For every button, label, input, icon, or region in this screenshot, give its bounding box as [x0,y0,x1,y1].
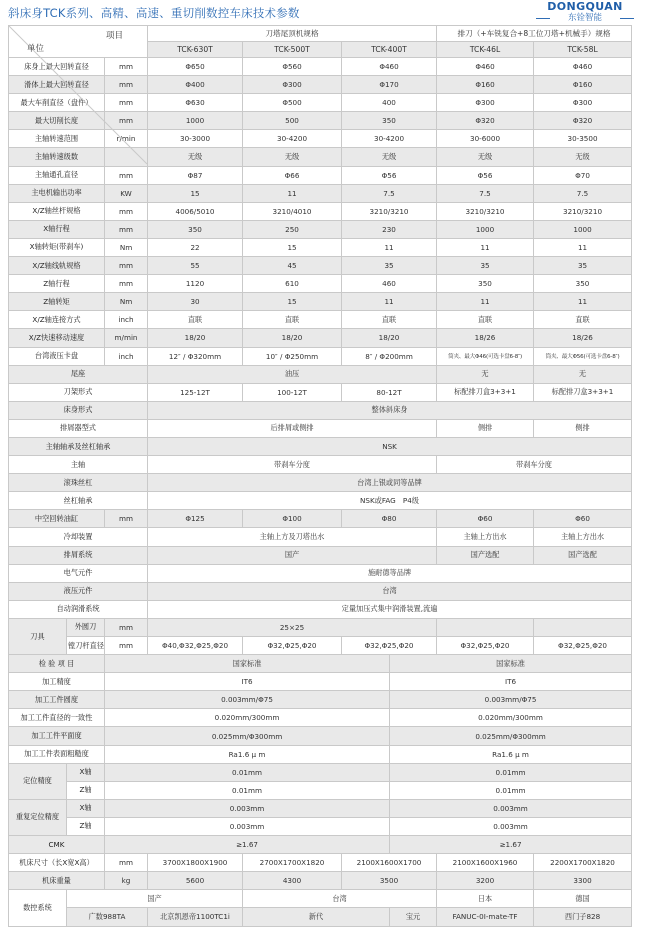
cell: Φ400 [148,76,243,94]
row-label: X轴转矩(带刹车) [9,238,105,256]
row-unit: mm [105,618,148,636]
row-unit: m/min [105,329,148,347]
table-row [9,546,632,564]
cell: Φ560 [243,58,342,76]
cell: 30 [148,293,243,311]
row-label: 主轴轴承及丝杠轴承 [9,437,148,455]
model-header: TCK-630T [148,42,243,58]
table-row [9,745,632,763]
cell: 直联 [243,311,342,329]
cell: 整体斜床身 [148,401,632,419]
cell: Φ32,Φ25,Φ20 [437,637,534,655]
cell: 侧排 [534,419,632,437]
cell: 350 [148,220,243,238]
cell: Φ100 [243,510,342,528]
table-row [9,727,632,745]
table-row [9,257,632,275]
cell: Φ300 [534,94,632,112]
table-row [9,329,632,347]
cell: 0.020mm/300mm [105,709,390,727]
cell: Φ320 [437,112,534,130]
cell: 35 [534,257,632,275]
cell: 3300 [534,872,632,890]
cell: 2200X1700X1820 [534,854,632,872]
cell: 18/20 [148,329,243,347]
cell: 2100X1600X1960 [437,854,534,872]
cell: 230 [342,220,437,238]
cell: 1000 [148,112,243,130]
row-unit: mm [105,76,148,94]
cnc-system: 新代 [243,908,390,926]
cell: 无级 [437,148,534,166]
cell: 125-12T [148,383,243,401]
table-row [9,836,632,854]
table-row [9,709,632,727]
row-unit: mm [105,637,148,655]
cell: Φ56 [437,166,534,184]
cell: Φ70 [534,166,632,184]
row-label: 床身上最大回转直径 [9,58,105,76]
row-label: 中空回转油缸 [9,510,105,528]
cell [534,618,632,636]
page-header [0,0,648,26]
row-label: 尾座 [9,365,148,383]
cell: 460 [342,275,437,293]
cell: 国家标准 [105,655,390,673]
cell: Φ60 [437,510,534,528]
cell: 1120 [148,275,243,293]
cell: 3200 [437,872,534,890]
cell: 直联 [437,311,534,329]
cell: 0.003mm [105,817,390,835]
table-row [9,673,632,691]
table-row [9,293,632,311]
table-header-row [9,26,632,42]
cell: 2100X1600X1700 [342,854,437,872]
corner-unit-label: 单位 [27,44,45,54]
cell: 定量加压式集中润滑装置,流遍 [148,600,632,618]
table-row [9,492,632,510]
cell: IT6 [105,673,390,691]
table-row [9,582,632,600]
cell: 7.5 [437,184,534,202]
cell: 18/26 [534,329,632,347]
cell: Φ32,Φ25,Φ20 [342,637,437,655]
cell: 610 [243,275,342,293]
row-label: 加工精度 [9,673,105,691]
cell: 3500 [342,872,437,890]
row-label: X/Z轴丝杆规格 [9,202,105,220]
row-label: 丝杠轴承 [9,492,148,510]
cell: Φ320 [534,112,632,130]
row-label: 液压元件 [9,582,148,600]
cell: 0.003mm [105,799,390,817]
row-label: 检 验 项 目 [9,655,105,673]
cell: 4300 [243,872,342,890]
cell: ≥1.67 [390,836,632,854]
row-label: 滚珠丝杠 [9,474,148,492]
row-label: 主电机输出功率 [9,184,105,202]
cell: Φ460 [342,58,437,76]
cell: 500 [243,112,342,130]
cell: 80-12T [342,383,437,401]
row-label: 机床尺寸（长X宽X高） [9,854,105,872]
cell: 3210/3210 [342,202,437,220]
row-unit: mm [105,275,148,293]
row-unit: mm [105,166,148,184]
cell: 主轴上方出水 [534,528,632,546]
row-unit: inch [105,311,148,329]
cell: 400 [342,94,437,112]
cell: Φ650 [148,58,243,76]
cell: 11 [437,238,534,256]
row-label: X/Z轴线轨规格 [9,257,105,275]
table-row [9,202,632,220]
table-row [9,383,632,401]
cell: Ra1.6 μ m [105,745,390,763]
row-label: X/Z快速移动速度 [9,329,105,347]
row-label: Z轴转矩 [9,293,105,311]
cell: 18/26 [437,329,534,347]
cell: Φ87 [148,166,243,184]
cell: 30-4200 [342,130,437,148]
row-unit: mm [105,510,148,528]
cell: 18/20 [342,329,437,347]
table-row [9,637,632,655]
cell: 1000 [437,220,534,238]
cell: 350 [437,275,534,293]
cell: 3210/3210 [437,202,534,220]
table-row [9,763,632,781]
model-header: TCK-46L [437,42,534,58]
table-row [9,456,632,474]
cnc-system: 宝元 [390,908,437,926]
axis-label: Z轴 [67,781,105,799]
cell: 施耐德等品牌 [148,564,632,582]
cell: 11 [534,293,632,311]
cell: 11 [342,293,437,311]
table-row [9,365,632,383]
cell: 后排屑或侧排 [148,419,437,437]
row-unit: mm [105,257,148,275]
brand-line-right [620,18,634,19]
cell: Φ300 [437,94,534,112]
cell: Φ125 [148,510,243,528]
cell: 22 [148,238,243,256]
cell: Φ56 [342,166,437,184]
cell: 0.003mm/Φ75 [105,691,390,709]
cell: 2700X1700X1820 [243,854,342,872]
row-label: 主轴 [9,456,148,474]
row-label: 排屑系统 [9,546,148,564]
row-label: 排屑器型式 [9,419,148,437]
cell: 35 [437,257,534,275]
table-row [9,184,632,202]
cell: 250 [243,220,342,238]
row-unit: Nm [105,238,148,256]
cell: Φ66 [243,166,342,184]
cell: 7.5 [534,184,632,202]
table-row [9,474,632,492]
cell: 25×25 [148,618,437,636]
table-row [9,275,632,293]
row-label: 加工工件圆度 [9,691,105,709]
table-row [9,854,632,872]
axis-label: Z轴 [67,817,105,835]
cell: 0.003mm/Φ75 [390,691,632,709]
cell: 无 [437,365,534,383]
row-unit: mm [105,854,148,872]
row-unit: kg [105,872,148,890]
corner-item-label: 项目 [106,31,124,41]
row-label: 滑体上最大回转直径 [9,76,105,94]
table-row [9,528,632,546]
cell: 45 [243,257,342,275]
row-label: 加工工件直径的一致性 [9,709,105,727]
cell: Φ630 [148,94,243,112]
axis-label: X轴 [67,763,105,781]
cell: 0.020mm/300mm [390,709,632,727]
cell: 国产 [148,546,437,564]
group-turret-header: 刀塔尾顶机规格 [148,26,437,42]
cell: NSK [148,437,632,455]
cell: 筒夹、最大Φ56(可选卡盘6-8″) [534,347,632,365]
cell: 无级 [243,148,342,166]
cell: 标配排刀盒3+3+1 [534,383,632,401]
cell: 5600 [148,872,243,890]
cell: 侧排 [437,419,534,437]
cell: 11 [342,238,437,256]
table-row [9,781,632,799]
row-unit: KW [105,184,148,202]
cell: 8″ / Φ200mm [342,347,437,365]
row-label: Z轴行程 [9,275,105,293]
cnc-region: 日本 [437,890,534,908]
cell: 油压 [148,365,437,383]
cell: NSK或FAG P4级 [148,492,632,510]
sub-label: 镗刀杆直径 [67,637,105,655]
cnc-region: 德国 [534,890,632,908]
row-label: X轴行程 [9,220,105,238]
cell: 无 [534,365,632,383]
cell: 1000 [534,220,632,238]
table-row [9,890,632,908]
cell: 无级 [534,148,632,166]
cell: 0.003mm [390,817,632,835]
cnc-system: 西门子828 [534,908,632,926]
row-label: 刀具 [9,618,67,654]
row-unit: mm [105,58,148,76]
row-label: 刀架形式 [9,383,148,401]
model-header: TCK-400T [342,42,437,58]
cell: 直联 [534,311,632,329]
row-label: 冷却装置 [9,528,148,546]
table-row [9,872,632,890]
cell: 18/20 [243,329,342,347]
cell: Φ500 [243,94,342,112]
cell: Φ160 [534,76,632,94]
cell: 30-3000 [148,130,243,148]
cell: 7.5 [342,184,437,202]
cell: 主轴上方及刀塔出水 [148,528,437,546]
cell: ≥1.67 [105,836,390,854]
table-row [9,347,632,365]
cell: Φ80 [342,510,437,528]
row-label: X/Z轴连接方式 [9,311,105,329]
cell: 3210/4010 [243,202,342,220]
table-row [9,437,632,455]
row-label: 床身形式 [9,401,148,419]
cell: 主轴上方出水 [437,528,534,546]
cell: 11 [437,293,534,311]
cell: 350 [534,275,632,293]
table-row [9,238,632,256]
cell: 0.01mm [390,781,632,799]
cnc-region: 国产 [67,890,243,908]
cell: 350 [342,112,437,130]
cell: IT6 [390,673,632,691]
page-title: 斜床身TCK系列、高精、高速、重切削数控车床技术参数 [8,6,300,20]
table-row [9,419,632,437]
cell: Φ40,Φ32,Φ25,Φ20 [148,637,243,655]
table-row [9,510,632,528]
row-label: 台湾液压卡盘 [9,347,105,365]
row-label: 数控系统 [9,890,67,926]
row-label: 定位精度 [9,763,67,799]
brand-logo [530,1,640,24]
row-label: CMK [9,836,105,854]
table-row [9,655,632,673]
row-label: 机床重量 [9,872,105,890]
row-label: 电气元件 [9,564,148,582]
row-label: 加工工件平面度 [9,727,105,745]
cell: Φ32,Φ25,Φ20 [243,637,342,655]
cell: 0.01mm [105,763,390,781]
cell: Φ60 [534,510,632,528]
cell: Φ32,Φ25,Φ20 [534,637,632,655]
cell: 0.025mm/Φ300mm [390,727,632,745]
cell: 0.025mm/Φ300mm [105,727,390,745]
cell: 直联 [148,311,243,329]
table-row [9,564,632,582]
cell: 0.01mm [390,763,632,781]
row-label: 主轴转速范围 [9,130,105,148]
model-header: TCK-500T [243,42,342,58]
table-row [9,799,632,817]
cell: 无级 [148,148,243,166]
row-label: 自动润滑系统 [9,600,148,618]
cell: 带刹车分度 [437,456,632,474]
cell [437,618,534,636]
row-unit: r/min [105,130,148,148]
row-label: 最大切削长度 [9,112,105,130]
cell: Φ300 [243,76,342,94]
cell: 0.003mm [390,799,632,817]
group-gang-header: 排刀（+车铣复合+8工位刀塔+机械手）规格 [437,26,632,42]
cell: 15 [243,293,342,311]
table-row [9,166,632,184]
row-label: 主轴通孔直径 [9,166,105,184]
cell: 15 [243,238,342,256]
row-unit: Nm [105,293,148,311]
cell: Φ170 [342,76,437,94]
cell: 3700X1800X1900 [148,854,243,872]
row-unit: mm [105,220,148,238]
row-unit: mm [105,202,148,220]
row-unit: inch [105,347,148,365]
row-unit: mm [105,94,148,112]
row-label: 主轴转速级数 [9,148,105,166]
cell: 0.01mm [105,781,390,799]
row-unit: mm [105,112,148,130]
spec-table [8,25,632,927]
table-row [9,817,632,835]
cell: 15 [148,184,243,202]
sub-label: 外圆刀 [67,618,105,636]
axis-label: X轴 [67,799,105,817]
cell: 台湾上银或同等品牌 [148,474,632,492]
cell: 台湾 [148,582,632,600]
cell: Φ460 [437,58,534,76]
cell: 4006/5010 [148,202,243,220]
brand-name-cn: 东铨智能 [567,13,602,23]
cnc-system: 北京凯恩帝1100TC1i [148,908,243,926]
table-row [9,600,632,618]
cell: 30-6000 [437,130,534,148]
cell: 10″ / Φ250mm [243,347,342,365]
table-row [9,311,632,329]
cell: 筒夹、最大Φ46(可选卡盘6-8″) [437,347,534,365]
brand-line-left [536,18,550,19]
cell: 带刹车分度 [148,456,437,474]
table-row [9,618,632,636]
table-row [9,908,632,926]
cell: 国家标准 [390,655,632,673]
table-row [9,401,632,419]
row-label: 重复定位精度 [9,799,67,835]
row-label: 加工工件表面粗糙度 [9,745,105,763]
cell: 国产选配 [534,546,632,564]
cell: 55 [148,257,243,275]
cell: 100-12T [243,383,342,401]
cell: 直联 [342,311,437,329]
cell: Ra1.6 μ m [390,745,632,763]
cell: 12″ / Φ320mm [148,347,243,365]
cell: Φ160 [437,76,534,94]
cell: 35 [342,257,437,275]
cell: 无级 [342,148,437,166]
cell: 标配排刀盒3+3+1 [437,383,534,401]
cell: 11 [243,184,342,202]
model-header: TCK-58L [534,42,632,58]
table-row [9,691,632,709]
cell: Φ460 [534,58,632,76]
header-corner-cell [9,26,148,58]
cnc-system: FANUC-0I-mate-TF [437,908,534,926]
cnc-region: 台湾 [243,890,437,908]
cnc-system: 广数988TA [67,908,148,926]
cell: 30-4200 [243,130,342,148]
table-row [9,220,632,238]
cell: 11 [534,238,632,256]
cell: 国产选配 [437,546,534,564]
brand-name-en: DONGQUAN [547,0,623,13]
row-label: 最大车削直径（盘件） [9,94,105,112]
cell: 30-3500 [534,130,632,148]
cell: 3210/3210 [534,202,632,220]
